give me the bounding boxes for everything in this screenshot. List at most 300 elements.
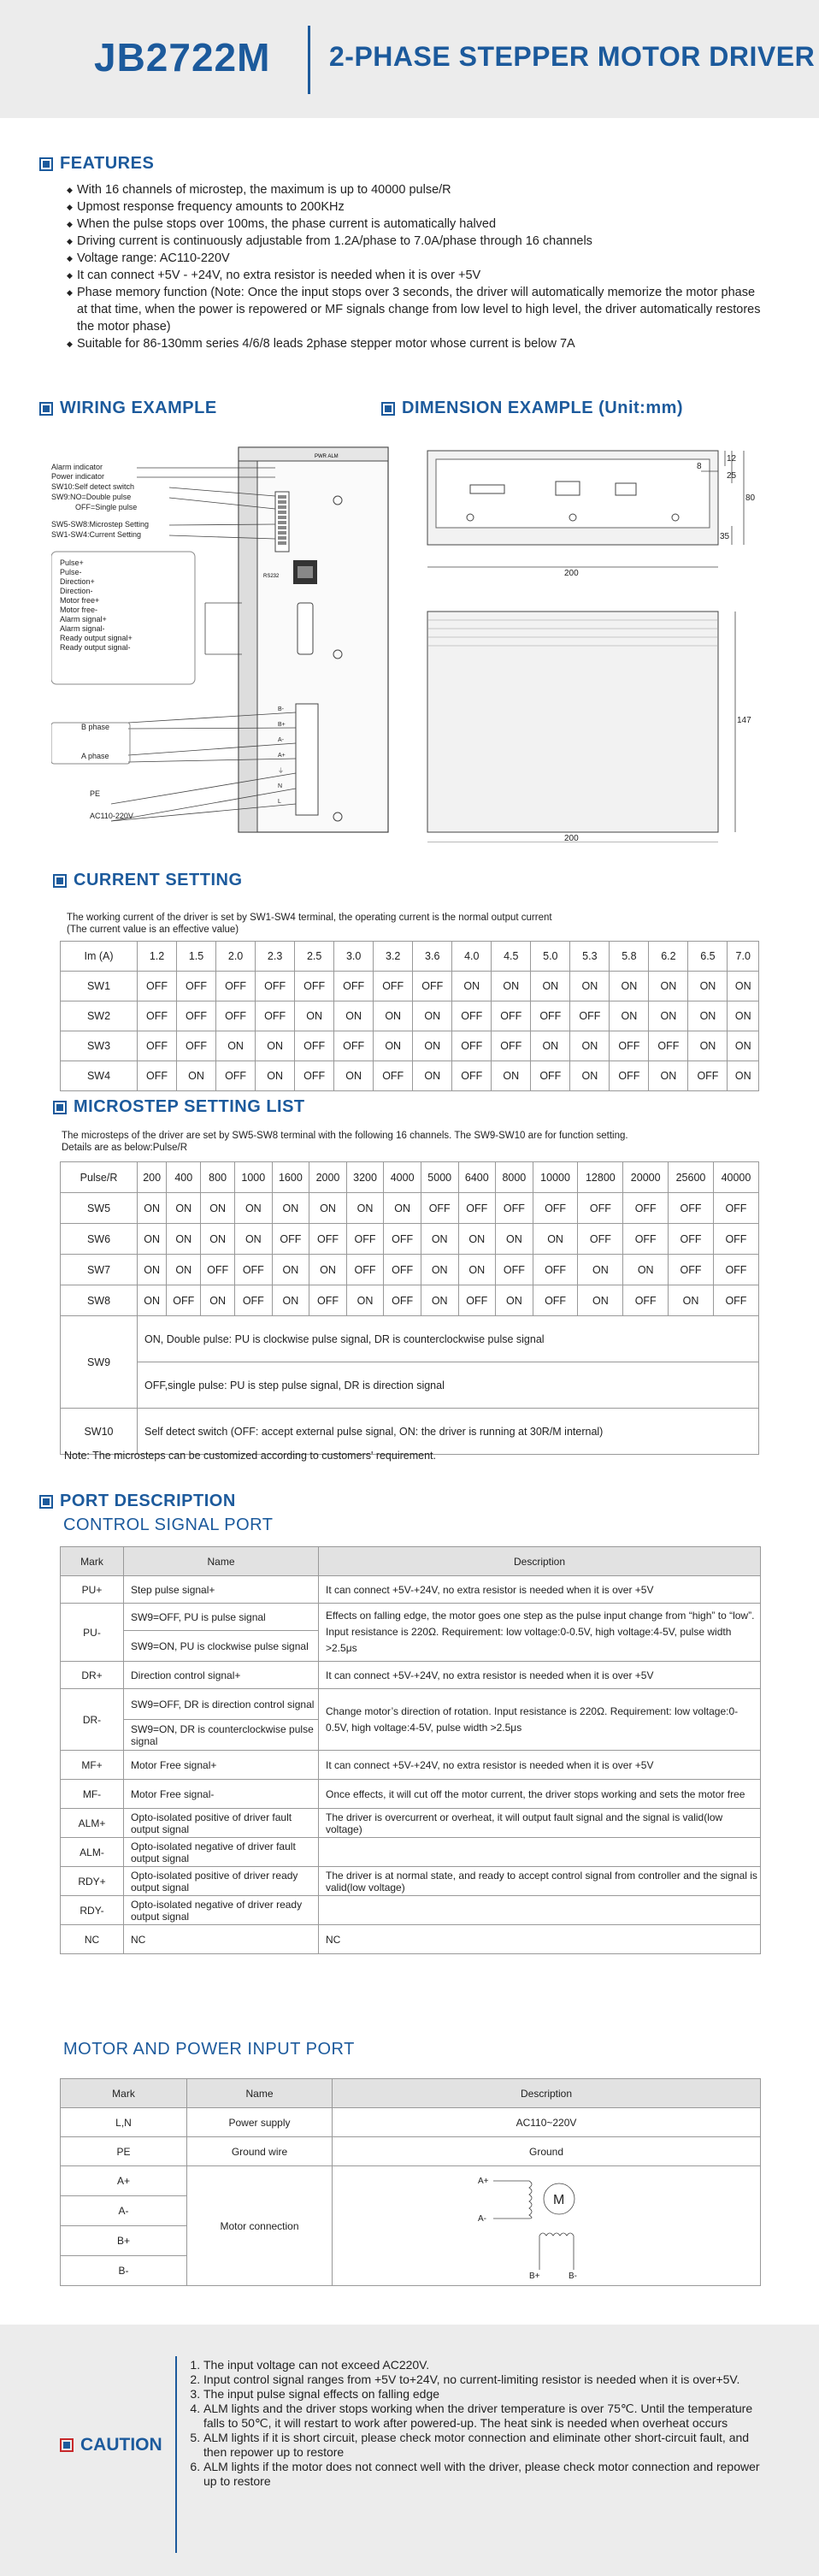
- switch-state-cell: OFF: [623, 1224, 669, 1255]
- switch-state-cell: OFF: [669, 1224, 714, 1255]
- switch-state-cell: OFF: [334, 1031, 374, 1061]
- switch-state-cell: OFF: [649, 1031, 688, 1061]
- mark-cell: B+: [61, 2226, 187, 2256]
- microstep-table: [60, 1161, 759, 1455]
- switch-label-cell: SW5: [61, 1193, 138, 1224]
- caution-item: 2. Input control signal ranges from +5V to+24V, no current-limiting resistor is needed when it is over+5V.: [203, 2372, 769, 2387]
- section-bullet-icon: [39, 157, 53, 171]
- switch-state-cell: ON: [570, 1031, 610, 1061]
- current-heading: [53, 871, 243, 890]
- dim-value: 80: [745, 493, 756, 503]
- switch-state-cell: OFF: [384, 1255, 421, 1285]
- switch-state-cell: ON: [334, 1001, 374, 1031]
- dim-value: 25: [727, 471, 737, 481]
- switch-state-cell: ON: [492, 972, 531, 1001]
- switch-state-cell: OFF: [623, 1285, 669, 1316]
- switch-label-cell: SW3: [61, 1031, 138, 1061]
- switch-state-cell: ON: [610, 1001, 649, 1031]
- term-label: B-: [278, 706, 284, 712]
- header-cell: 1.2: [138, 942, 177, 972]
- switch-state-cell: ON: [413, 1031, 452, 1061]
- caution-item: 3. The input pulse signal effects on falling edge: [203, 2387, 769, 2402]
- term-label: ⏚: [278, 768, 284, 774]
- switch-state-cell: OFF: [492, 1031, 531, 1061]
- switch-state-cell: OFF: [531, 1001, 570, 1031]
- table-row: [61, 1031, 759, 1061]
- header-cell: 4000: [384, 1162, 421, 1193]
- switch-state-cell: ON: [649, 1001, 688, 1031]
- pwr-alm-label: PWR ALM: [315, 454, 339, 459]
- caution-divider: [175, 2356, 177, 2553]
- switch-state-cell: ON: [138, 1193, 167, 1224]
- desc-cell: [319, 1838, 761, 1867]
- switch-state-cell: OFF: [138, 972, 177, 1001]
- switch-state-cell: ON: [167, 1255, 201, 1285]
- switch-state-cell: ON: [138, 1285, 167, 1316]
- switch-state-cell: OFF: [669, 1255, 714, 1285]
- switch-state-cell: OFF: [346, 1224, 384, 1255]
- table-row: [61, 1285, 759, 1316]
- motor-port-title: MOTOR AND POWER INPUT PORT: [63, 2040, 355, 2059]
- signal-label: Pulse+: [60, 558, 84, 567]
- feature-item: ◆ Driving current is continuously adjustable from 1.2A/phase to 7.0A/phase through 16 channels: [67, 233, 768, 250]
- switch-state-cell: OFF: [374, 1061, 413, 1091]
- switch-label-cell: SW1: [61, 972, 138, 1001]
- switch-state-cell: ON: [610, 972, 649, 1001]
- col-mark: Mark: [61, 1547, 124, 1576]
- switch-state-cell: ON: [458, 1224, 496, 1255]
- switch-state-cell: ON: [496, 1224, 533, 1255]
- mark-cell: A+: [61, 2166, 187, 2196]
- switch-state-cell: OFF: [570, 1001, 610, 1031]
- dim-value: 200: [564, 569, 579, 578]
- table-row: [61, 1255, 759, 1285]
- switch-label-cell: SW8: [61, 1285, 138, 1316]
- control-port-title: CONTROL SIGNAL PORT: [63, 1515, 274, 1534]
- name-cell: Motor connection: [187, 2166, 333, 2286]
- mark-cell: B-: [61, 2256, 187, 2286]
- header-cell: 10000: [533, 1162, 578, 1193]
- switch-state-cell: OFF: [235, 1255, 273, 1285]
- current-title: CURRENT SETTING: [74, 871, 243, 889]
- microstep-title: MICROSTEP SETTING LIST: [74, 1097, 305, 1116]
- switch-state-cell: ON: [374, 1001, 413, 1031]
- desc-cell: The driver is at normal state, and ready to accept control signal from controller and the signal is valid(low voltage): [319, 1867, 761, 1896]
- signal-label: Alarm signal-: [60, 624, 105, 633]
- caution-item: 6. ALM lights if the motor does not connect well with the driver, please check motor connection and repower up to restore: [203, 2460, 769, 2489]
- feature-item: ◆ Phase memory function (Note: Once the input stops over 3 seconds, the driver will automatically memorize the motor phase at that time, when the power is repowered or MF signals change from low level to high level, the driver automatically restores the motor phase): [67, 284, 768, 335]
- signal-label: Motor free+: [60, 596, 100, 605]
- desc-cell: Once effects, it will cut off the motor current, the driver stops working and sets the motor free: [319, 1780, 761, 1809]
- motor-symbol: M: [553, 2193, 565, 2207]
- switch-state-cell: OFF: [216, 1061, 256, 1091]
- name-cell: Motor Free signal+: [124, 1751, 319, 1780]
- switch-state-cell: ON: [458, 1255, 496, 1285]
- col-name: Name: [124, 1547, 319, 1576]
- header-cell: 40000: [713, 1162, 758, 1193]
- switch-state-cell: OFF: [167, 1285, 201, 1316]
- mark-cell: L,N: [61, 2108, 187, 2137]
- switch-state-cell: ON: [728, 1001, 759, 1031]
- header-cell: 5.0: [531, 942, 570, 972]
- caution-item: 5. ALM lights if it is short circuit, please check motor connection and eliminate other short-circuit fault, and then repower up to restore: [203, 2431, 769, 2460]
- desc-cell: The driver is overcurrent or overheat, it will output fault signal and the signal is valid(low voltage): [319, 1809, 761, 1838]
- switch-state-cell: ON: [421, 1224, 458, 1255]
- switch-state-cell: ON: [346, 1285, 384, 1316]
- feature-item: ◆ Suitable for 86-130mm series 4/6/8 leads 2phase stepper motor whose current is below 7A: [67, 335, 768, 352]
- switch-state-cell: ON: [570, 972, 610, 1001]
- switch-state-cell: ON: [201, 1285, 235, 1316]
- mark-cell: NC: [61, 1925, 124, 1954]
- name-cell: Opto-isolated positive of driver fault output signal: [124, 1809, 319, 1838]
- motor-port-table: [60, 2078, 761, 2286]
- switch-state-cell: OFF: [346, 1255, 384, 1285]
- header-cell: 2.0: [216, 942, 256, 972]
- switch-state-cell: OFF: [295, 972, 334, 1001]
- switch-state-cell: OFF: [216, 1001, 256, 1031]
- mark-cell: PU-: [61, 1604, 124, 1662]
- name-cell: Motor Free signal-: [124, 1780, 319, 1809]
- signal-label: Direction+: [60, 577, 95, 586]
- name-cell: SW9=ON, DR is counterclockwise pulse signal: [124, 1720, 319, 1751]
- terminal-block: [296, 704, 318, 815]
- header-cell: 400: [167, 1162, 201, 1193]
- switch-state-cell: OFF: [421, 1193, 458, 1224]
- mark-cell: DR-: [61, 1689, 124, 1751]
- caution-item: 4. ALM lights and the driver stops working when the driver temperature is over 75℃. Until the temperature falls to 50℃, it will restart to work after powered-up. The heat sink is needed when overheat occurs: [203, 2402, 769, 2431]
- header-cell: 2.3: [256, 942, 295, 972]
- dimension-diagram: [419, 440, 778, 842]
- name-cell: Opto-isolated positive of driver ready output signal: [124, 1867, 319, 1896]
- row-header-cell: Pulse/R: [61, 1162, 138, 1193]
- microstep-heading: [53, 1097, 305, 1117]
- switch-state-cell: ON: [452, 972, 492, 1001]
- switch-state-cell: OFF: [256, 972, 295, 1001]
- switch-state-cell: ON: [623, 1255, 669, 1285]
- switch-state-cell: ON: [413, 1001, 452, 1031]
- switch-state-cell: OFF: [384, 1285, 421, 1316]
- header-cell: 25600: [669, 1162, 714, 1193]
- switch-state-cell: OFF: [531, 1061, 570, 1091]
- switch-state-cell: OFF: [610, 1031, 649, 1061]
- table-row: [61, 1061, 759, 1091]
- mark-cell: ALM+: [61, 1809, 124, 1838]
- header-cell: 1.5: [177, 942, 216, 972]
- switch-state-cell: ON: [295, 1001, 334, 1031]
- model-name: JB2722M: [94, 35, 271, 80]
- switch-label-cell: SW6: [61, 1224, 138, 1255]
- header-cell: 12800: [578, 1162, 623, 1193]
- port-heading: [39, 1492, 236, 1511]
- current-note: The working current of the driver is set by SW1-SW4 terminal, the operating current is the normal output current (The current value is an effective value): [67, 913, 552, 935]
- desc-cell: Change motor’s direction of rotation. Input resistance is 220Ω. Requirement: low voltage:0-0.5V, high voltage:4-5V, pulse width >2.5μs: [319, 1689, 761, 1751]
- mark-cell: ALM-: [61, 1838, 124, 1867]
- switch-state-cell: ON: [384, 1193, 421, 1224]
- header-cell: 20000: [623, 1162, 669, 1193]
- switch-state-cell: OFF: [669, 1193, 714, 1224]
- desc-cell: Effects on falling edge, the motor goes one step as the pulse input change from “high” to “low”. Input resistance is 220Ω. Requirement: low voltage:0-0.5V, high voltage:4-5V, pulse width >2.5μs: [319, 1604, 761, 1662]
- switch-state-cell: OFF: [413, 972, 452, 1001]
- switch-state-cell: OFF: [235, 1285, 273, 1316]
- feature-item: ◆ When the pulse stops over 100ms, the phase current is automatically halved: [67, 216, 768, 233]
- header-cell: 3.6: [413, 942, 452, 972]
- switch-state-cell: ON: [272, 1193, 309, 1224]
- rs232-label: RS232: [263, 574, 280, 579]
- switch-state-cell: OFF: [384, 1224, 421, 1255]
- mark-cell: A-: [61, 2196, 187, 2226]
- switch-state-cell: ON: [649, 972, 688, 1001]
- switch-state-cell: OFF: [216, 972, 256, 1001]
- name-cell: Ground wire: [187, 2137, 333, 2166]
- section-bullet-icon: [53, 874, 67, 888]
- header-divider: [308, 26, 310, 94]
- port-title: PORT DESCRIPTION: [60, 1492, 236, 1510]
- desc-cell: It can connect +5V-+24V, no extra resistor is needed when it is over +5V: [319, 1751, 761, 1780]
- mark-cell: MF+: [61, 1751, 124, 1780]
- switch-state-cell: OFF: [533, 1285, 578, 1316]
- header-cell: 5.3: [570, 942, 610, 972]
- header-cell: 8000: [496, 1162, 533, 1193]
- switch-state-cell: ON: [201, 1193, 235, 1224]
- name-cell: Opto-isolated negative of driver ready output signal: [124, 1896, 319, 1925]
- header-cell: 4.0: [452, 942, 492, 972]
- switch-state-cell: ON: [496, 1285, 533, 1316]
- switch-state-cell: ON: [531, 1031, 570, 1061]
- switch-state-cell: ON: [235, 1224, 273, 1255]
- header-cell: 3200: [346, 1162, 384, 1193]
- sw9-label-cell: SW9: [61, 1316, 138, 1409]
- switch-state-cell: OFF: [452, 1001, 492, 1031]
- switch-label-cell: SW2: [61, 1001, 138, 1031]
- switch-state-cell: ON: [235, 1193, 273, 1224]
- switch-state-cell: OFF: [201, 1255, 235, 1285]
- switch-state-cell: OFF: [688, 1061, 728, 1091]
- switch-state-cell: ON: [728, 1031, 759, 1061]
- row-header-cell: Im (A): [61, 942, 138, 972]
- switch-state-cell: OFF: [458, 1193, 496, 1224]
- switch-state-cell: OFF: [578, 1193, 623, 1224]
- diagram-label: A-: [478, 2214, 486, 2224]
- mark-cell: DR+: [61, 1662, 124, 1689]
- switch-state-cell: ON: [531, 972, 570, 1001]
- mark-cell: RDY+: [61, 1867, 124, 1896]
- control-port-table: [60, 1546, 761, 1954]
- switch-state-cell: OFF: [713, 1224, 758, 1255]
- switch-state-cell: OFF: [138, 1031, 177, 1061]
- diagram-label: A+: [478, 2177, 489, 2186]
- term-label: B+: [278, 722, 286, 728]
- switch-state-cell: ON: [177, 1061, 216, 1091]
- switch-state-cell: ON: [374, 1031, 413, 1061]
- features-heading: [39, 154, 154, 174]
- switch-state-cell: OFF: [496, 1255, 533, 1285]
- switch-state-cell: OFF: [452, 1061, 492, 1091]
- switch-state-cell: OFF: [533, 1193, 578, 1224]
- desc-cell: AC110~220V: [333, 2108, 761, 2137]
- desc-cell: Ground: [333, 2137, 761, 2166]
- desc-cell: It can connect +5V-+24V, no extra resistor is needed when it is over +5V: [319, 1576, 761, 1604]
- switch-state-cell: ON: [167, 1224, 201, 1255]
- switch-state-cell: OFF: [713, 1193, 758, 1224]
- name-cell: Power supply: [187, 2108, 333, 2137]
- section-bullet-icon: [39, 1495, 53, 1509]
- name-cell: Direction control signal+: [124, 1662, 319, 1689]
- sw9-on-cell: ON, Double pulse: PU is clockwise pulse signal, DR is counterclockwise pulse signal: [138, 1316, 759, 1362]
- switch-state-cell: OFF: [295, 1061, 334, 1091]
- col-name: Name: [187, 2079, 333, 2108]
- switch-state-cell: ON: [421, 1285, 458, 1316]
- switch-state-cell: ON: [138, 1255, 167, 1285]
- dim-value: 12: [727, 454, 737, 464]
- switch-state-cell: OFF: [713, 1255, 758, 1285]
- label-sw5-sw8: SW5-SW8:Microstep Setting: [51, 520, 150, 529]
- table-row: [61, 1001, 759, 1031]
- switch-state-cell: ON: [309, 1193, 347, 1224]
- switch-state-cell: OFF: [138, 1061, 177, 1091]
- table-row: [61, 1224, 759, 1255]
- switch-state-cell: ON: [421, 1255, 458, 1285]
- switch-state-cell: ON: [309, 1255, 347, 1285]
- col-description: Description: [319, 1547, 761, 1576]
- switch-state-cell: OFF: [309, 1224, 347, 1255]
- label-a-phase: A phase: [81, 752, 109, 760]
- name-cell: SW9=OFF, DR is direction control signal: [124, 1689, 319, 1720]
- label-ac: AC110-220V: [90, 812, 133, 820]
- table-row: [61, 1193, 759, 1224]
- product-title: 2-PHASE STEPPER MOTOR DRIVER: [329, 41, 816, 72]
- switch-state-cell: OFF: [177, 1031, 216, 1061]
- dim-value: 200: [564, 834, 579, 842]
- switch-label-cell: SW4: [61, 1061, 138, 1091]
- switch-state-cell: OFF: [458, 1285, 496, 1316]
- switch-state-cell: OFF: [496, 1193, 533, 1224]
- term-label: N: [278, 783, 283, 789]
- header-cell: 6400: [458, 1162, 496, 1193]
- motor-diagram-cell: [333, 2166, 761, 2286]
- switch-state-cell: ON: [728, 972, 759, 1001]
- db-connector: [298, 603, 313, 654]
- header-cell: 5.8: [610, 942, 649, 972]
- col-mark: Mark: [61, 2079, 187, 2108]
- signal-label: Ready output signal-: [60, 643, 131, 652]
- switch-state-cell: OFF: [138, 1001, 177, 1031]
- feature-item: ◆ Voltage range: AC110-220V: [67, 250, 768, 267]
- header-cell: 6.2: [649, 942, 688, 972]
- label-sw1-sw4: SW1-SW4:Current Setting: [51, 530, 142, 539]
- dim-value: 35: [720, 532, 730, 541]
- caution-item: 1. The input voltage can not exceed AC220V.: [203, 2358, 769, 2372]
- switch-state-cell: ON: [533, 1224, 578, 1255]
- name-cell: Step pulse signal+: [124, 1576, 319, 1604]
- switch-state-cell: OFF: [177, 972, 216, 1001]
- switch-label-cell: SW7: [61, 1255, 138, 1285]
- signal-label: Ready output signal+: [60, 634, 133, 642]
- label-sw10: SW10:Self detect switch: [51, 482, 135, 491]
- features-title: FEATURES: [60, 154, 155, 173]
- switch-state-cell: OFF: [272, 1224, 309, 1255]
- switch-state-cell: ON: [216, 1031, 256, 1061]
- feature-item: ◆ It can connect +5V - +24V, no extra resistor is needed when it is over +5V: [67, 267, 768, 284]
- desc-cell: NC: [319, 1925, 761, 1954]
- caution-icon: [60, 2438, 74, 2452]
- switch-state-cell: OFF: [533, 1255, 578, 1285]
- name-cell: NC: [124, 1925, 319, 1954]
- col-description: Description: [333, 2079, 761, 2108]
- desc-cell: [319, 1896, 761, 1925]
- header-cell: 2.5: [295, 942, 334, 972]
- switch-state-cell: ON: [346, 1193, 384, 1224]
- signal-label: Direction-: [60, 587, 93, 595]
- wiring-title: WIRING EXAMPLE: [60, 399, 217, 417]
- label-sw9-no: SW9:NO=Double pulse: [51, 493, 132, 501]
- header-cell: 800: [201, 1162, 235, 1193]
- mark-cell: MF-: [61, 1780, 124, 1809]
- switch-state-cell: OFF: [713, 1285, 758, 1316]
- switch-state-cell: ON: [570, 1061, 610, 1091]
- term-label: A+: [278, 753, 286, 759]
- header-cell: 200: [138, 1162, 167, 1193]
- wiring-heading: [39, 399, 217, 418]
- header-cell: 6.5: [688, 942, 728, 972]
- caution-heading: [60, 2435, 162, 2455]
- mark-cell: PE: [61, 2137, 187, 2166]
- switch-state-cell: ON: [272, 1285, 309, 1316]
- header-cell: 4.5: [492, 942, 531, 972]
- label-pe: PE: [90, 789, 101, 798]
- feature-item: ◆ Upmost response frequency amounts to 200KHz: [67, 198, 768, 216]
- switch-state-cell: OFF: [309, 1285, 347, 1316]
- switch-state-cell: ON: [413, 1061, 452, 1091]
- label-power-indicator: Power indicator: [51, 472, 105, 481]
- table-row: [61, 972, 759, 1001]
- switch-state-cell: ON: [272, 1255, 309, 1285]
- switch-state-cell: OFF: [610, 1061, 649, 1091]
- desc-cell: It can connect +5V-+24V, no extra resistor is needed when it is over +5V: [319, 1662, 761, 1689]
- sw9-off-cell: OFF,single pulse: PU is step pulse signal, DR is direction signal: [138, 1362, 759, 1409]
- motor-diagram: [478, 2169, 615, 2280]
- switch-state-cell: OFF: [177, 1001, 216, 1031]
- label-alarm-indicator: Alarm indicator: [51, 463, 103, 471]
- switch-state-cell: OFF: [334, 972, 374, 1001]
- label-b-phase: B phase: [81, 723, 110, 731]
- switch-state-cell: ON: [256, 1031, 295, 1061]
- section-bullet-icon: [53, 1101, 67, 1114]
- switch-state-cell: ON: [669, 1285, 714, 1316]
- header-cell: 1600: [272, 1162, 309, 1193]
- dimension-title: DIMENSION EXAMPLE (Unit:mm): [402, 399, 684, 417]
- name-cell: SW9=ON, PU is clockwise pulse signal: [124, 1631, 319, 1662]
- switch-state-cell: ON: [649, 1061, 688, 1091]
- sw10-label-cell: SW10: [61, 1409, 138, 1455]
- switch-state-cell: ON: [256, 1061, 295, 1091]
- current-table: [60, 941, 759, 1091]
- switch-state-cell: OFF: [492, 1001, 531, 1031]
- label-sw9-off: OFF=Single pulse: [75, 503, 138, 511]
- mark-cell: PU+: [61, 1576, 124, 1604]
- caution-title: CAUTION: [80, 2435, 162, 2455]
- term-label: A-: [278, 737, 284, 743]
- switch-state-cell: OFF: [578, 1224, 623, 1255]
- switch-state-cell: ON: [167, 1193, 201, 1224]
- switch-state-cell: OFF: [452, 1031, 492, 1061]
- feature-item: ◆ With 16 channels of microstep, the maximum is up to 40000 pulse/R: [67, 181, 768, 198]
- signal-label: Pulse-: [60, 568, 82, 576]
- header-cell: 1000: [235, 1162, 273, 1193]
- diagram-label: B+: [529, 2272, 540, 2280]
- name-cell: SW9=OFF, PU is pulse signal: [124, 1604, 319, 1631]
- header-cell: 7.0: [728, 942, 759, 972]
- wiring-diagram: [51, 440, 393, 842]
